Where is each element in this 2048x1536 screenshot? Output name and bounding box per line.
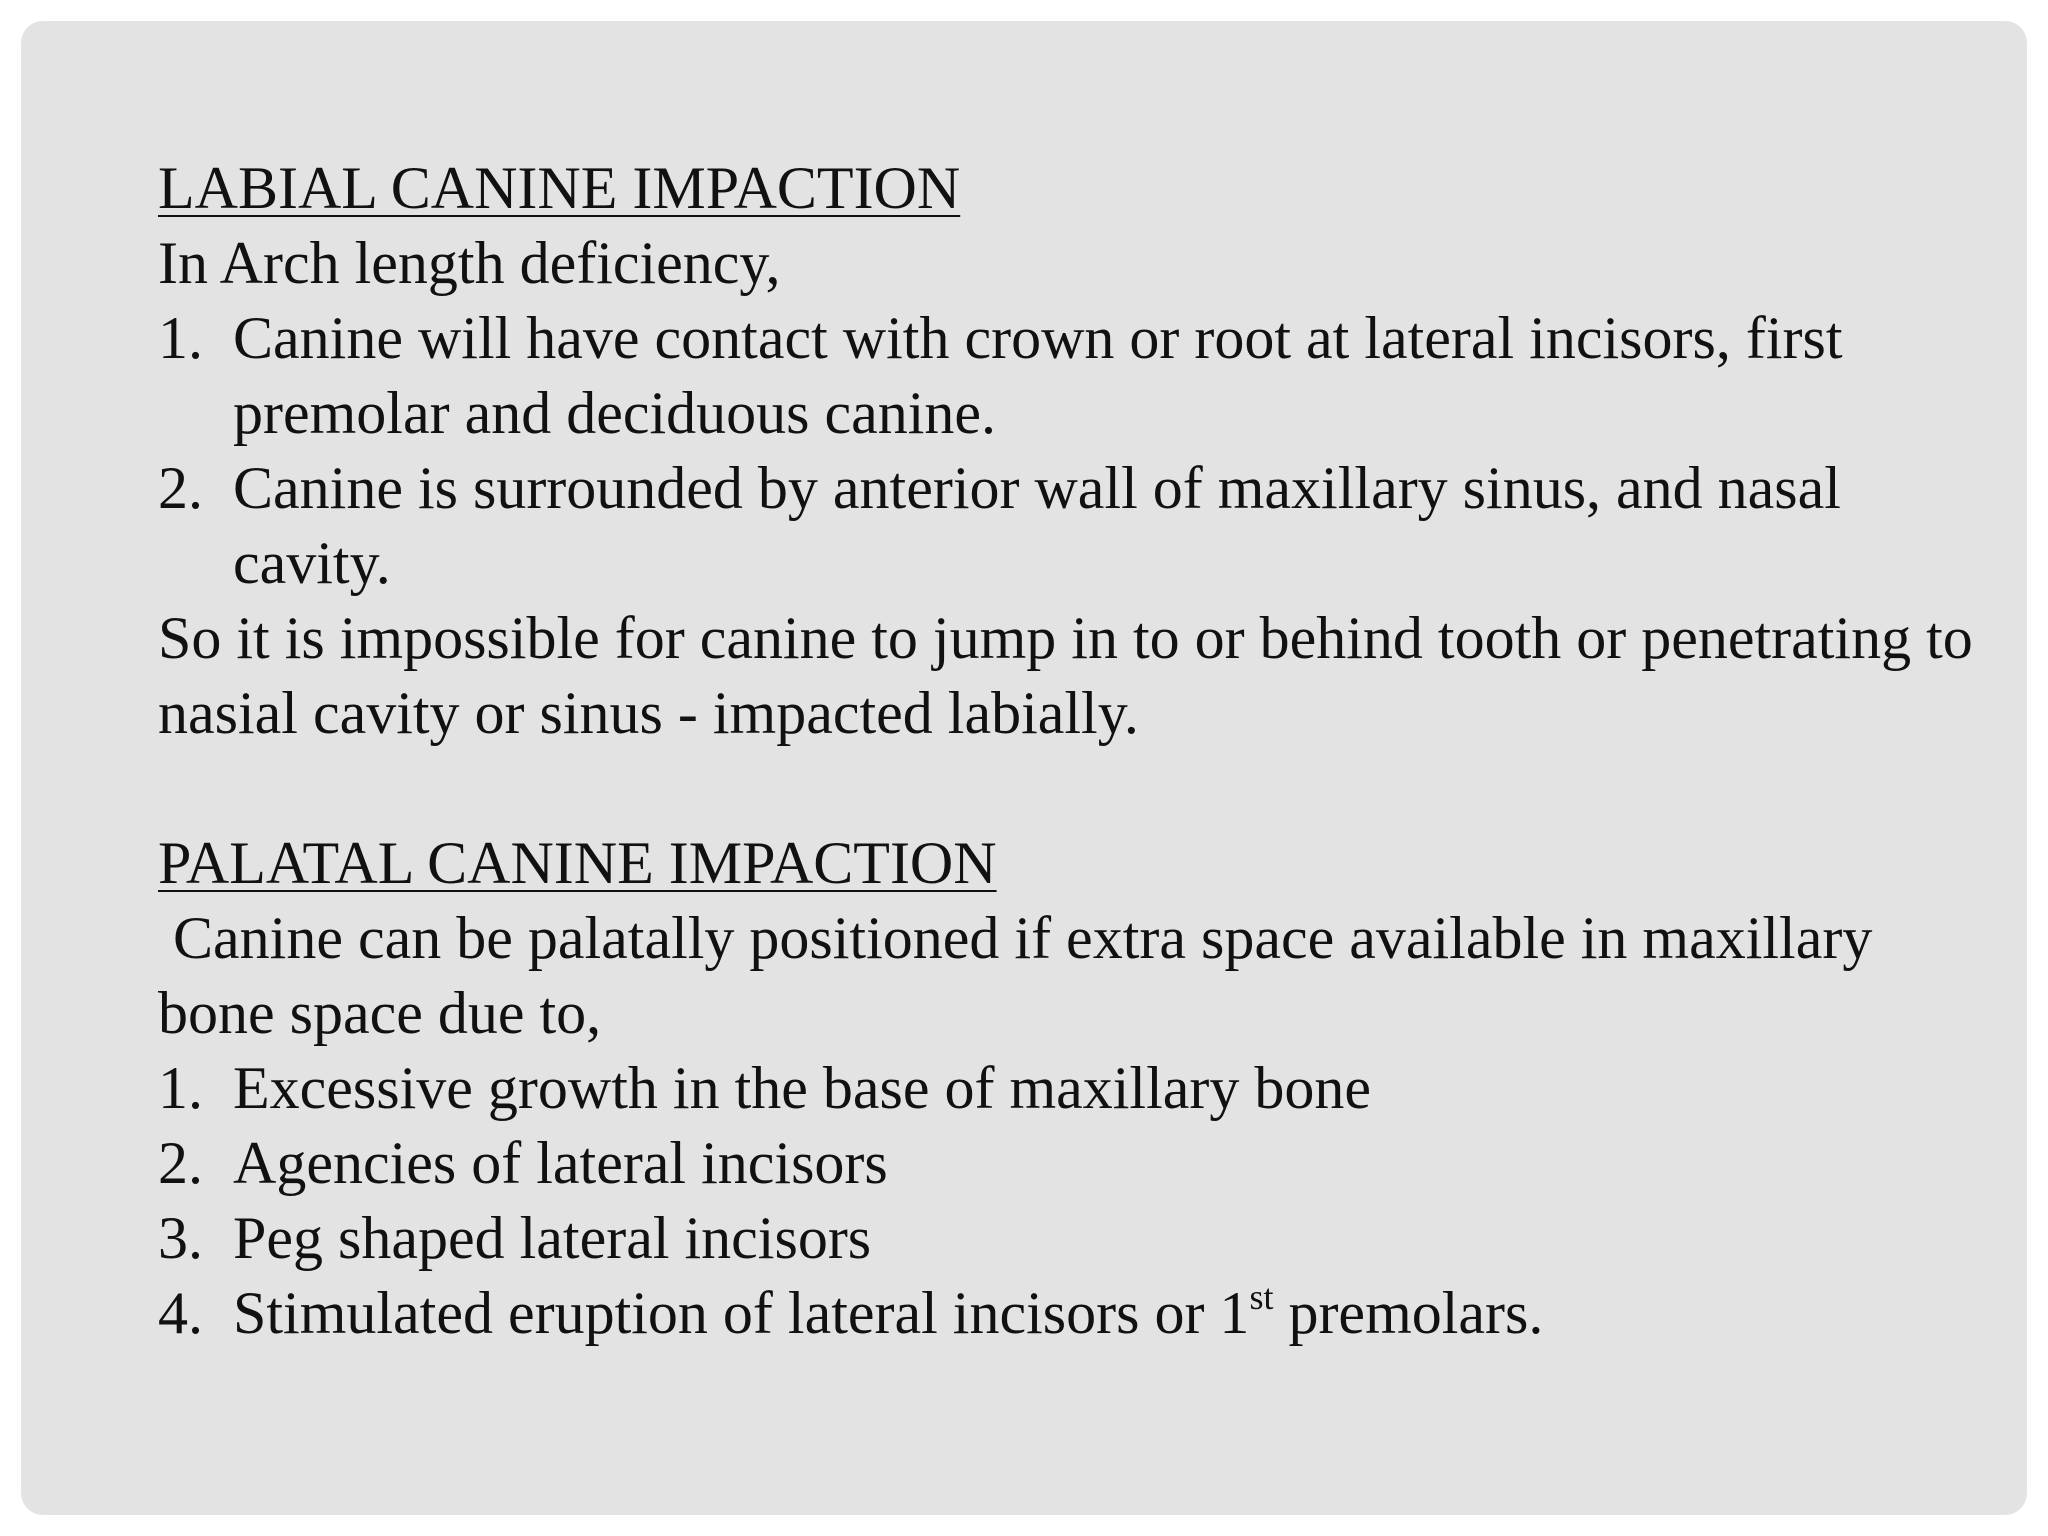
list-number: 2. [158,455,203,521]
ordinal-superscript: st [1249,1277,1274,1317]
list-number: 1. [158,305,203,371]
labial-heading: LABIAL CANINE IMPACTION [158,155,961,221]
list-number: 2. [158,1130,203,1196]
list-text: Peg shaped lateral incisors [233,1205,872,1271]
palatal-section [158,826,1998,1351]
list-item [158,301,1998,451]
list-text: Excessive growth in the base of maxillary bone [233,1055,1372,1121]
list-text [233,1277,1544,1346]
list-text: Canine will have contact with crown or root at lateral incisors, first premolar and deciduous canine. [233,305,1843,446]
slide-content [158,151,1998,1351]
labial-conclusion: So it is impossible for canine to jump in to or behind tooth or penetrating to nasial cavity or sinus - impacted labially. [158,605,1973,746]
list-item [158,1051,1998,1126]
palatal-heading: PALATAL CANINE IMPACTION [158,830,997,896]
labial-intro: In Arch length deficiency, [158,230,781,296]
list-item [158,1201,1998,1276]
palatal-list [158,1051,1998,1351]
slide [21,21,2027,1515]
list-number: 1. [158,1055,203,1121]
list-item [158,451,1998,601]
labial-section [158,151,1998,751]
list-item [158,1126,1998,1201]
list-item [158,1276,1998,1351]
labial-list [158,301,1998,601]
list-text: Canine is surrounded by anterior wall of maxillary sinus, and nasal cavity. [233,455,1841,596]
section-spacer [158,751,1998,826]
list-text: Agencies of lateral incisors [233,1130,888,1196]
list-number: 4. [158,1280,203,1346]
list-text-after: premolars. [1273,1280,1544,1346]
list-number: 3. [158,1205,203,1271]
palatal-intro: Canine can be palatally positioned if extra space available in maxillary bone space due to, [158,905,1888,1046]
list-text-before: Stimulated eruption of lateral incisors or 1 [233,1280,1250,1346]
